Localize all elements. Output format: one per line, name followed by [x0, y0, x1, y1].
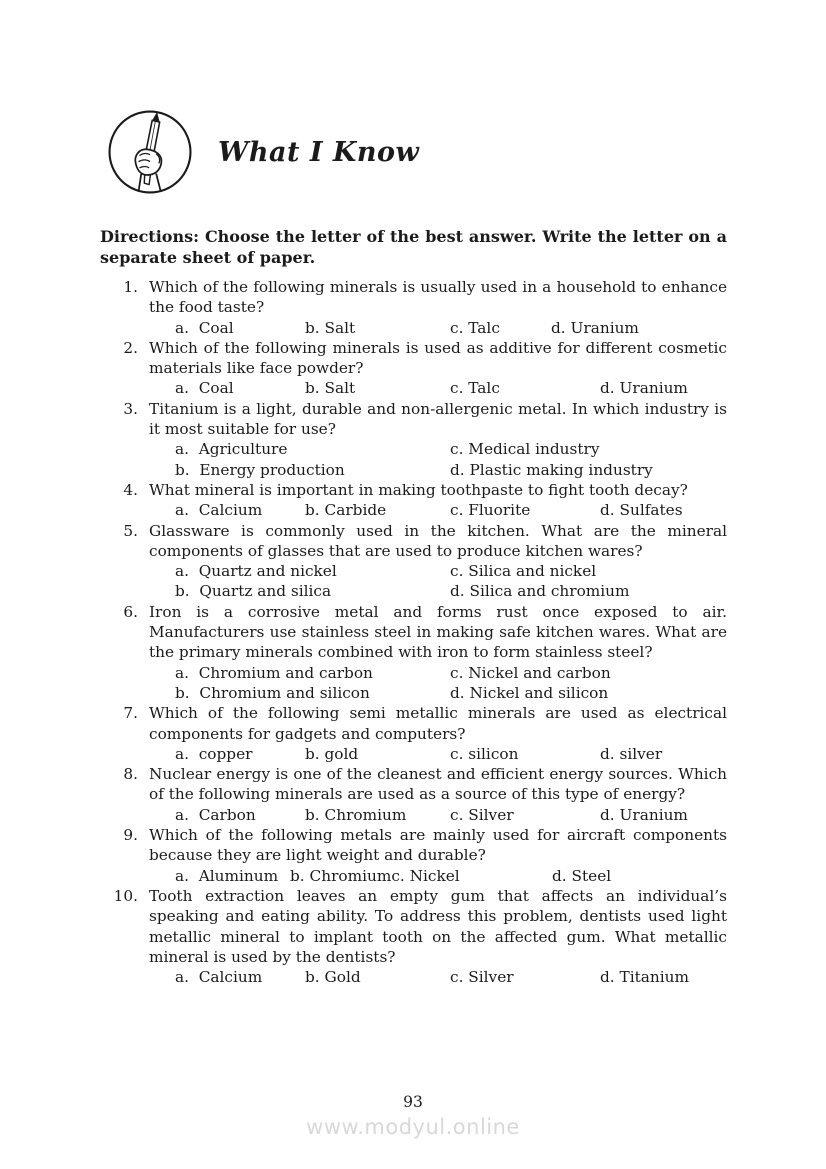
- question-number: 10.: [113, 886, 138, 905]
- option: b. Carbide: [305, 501, 387, 520]
- question-text: Tooth extraction leaves an empty gum that affects an individual’s speaking and eating ability. To address this problem, dentists used light metallic mineral to implant tooth on the affected gum. What metallic mineral is used by the dentists?: [149, 886, 727, 966]
- option: d. Uranium: [600, 379, 688, 398]
- question-number: 9.: [123, 826, 138, 845]
- watermark-text: www.modyul.online: [306, 1115, 520, 1139]
- question-options: [175, 967, 727, 987]
- question-number: 1.: [123, 278, 138, 296]
- option: b. Chromiumc. Nickel: [290, 866, 460, 885]
- option: b. Salt: [305, 318, 356, 337]
- option: d. Sulfates: [600, 501, 683, 520]
- question-text: Iron is a corrosive metal and forms rust once exposed to air. Manufacturers use stainless steel in making safe kitchen wares. What are the primary minerals combined with iron to form stainless steel?: [149, 602, 727, 662]
- option: d. Steel: [552, 866, 612, 885]
- question-number: 4.: [123, 480, 138, 499]
- question-item: [100, 277, 727, 338]
- option: d. silver: [600, 744, 663, 763]
- section-header: [106, 108, 727, 196]
- question-number: 3.: [123, 399, 138, 418]
- option: c. Fluorite: [450, 501, 531, 520]
- question-options: [175, 866, 727, 886]
- question-body: [149, 277, 727, 338]
- question-number: 5.: [123, 521, 138, 540]
- question-list: [100, 277, 727, 987]
- option: c. Medical industry: [450, 440, 600, 459]
- option: c. Talc: [450, 379, 500, 398]
- question-item: [100, 399, 727, 480]
- question-text: Which of the following minerals is usually used in a household to enhance the food taste?: [149, 278, 727, 317]
- question-item: [100, 602, 727, 703]
- question-options: [175, 500, 727, 520]
- question-text: Which of the following semi metallic minerals are used as electrical components for gadgets and computers?: [149, 704, 727, 743]
- option: a. Chromium and carbon: [175, 663, 373, 682]
- question-number: 8.: [123, 765, 138, 784]
- option: a. Carbon: [175, 805, 256, 824]
- question-body: [149, 602, 727, 703]
- question-body: [149, 703, 727, 764]
- option: a. Calcium: [175, 501, 263, 520]
- question-number: 6.: [123, 602, 138, 621]
- question-text: Glassware is commonly used in the kitchen. What are the mineral components of glasses that are used to produce kitchen wares?: [149, 521, 727, 560]
- question-number: 2.: [123, 338, 138, 357]
- question-options: [175, 805, 727, 825]
- question-options: [175, 663, 727, 704]
- question-text: Nuclear energy is one of the cleanest and efficient energy sources. Which of the following minerals are used as a source of this type of energy?: [149, 765, 727, 804]
- directions-text: Directions: Choose the letter of the best answer. Write the letter on a separate sheet of paper.: [100, 227, 727, 267]
- option: b. gold: [305, 744, 359, 763]
- option: c. Silica and nickel: [450, 562, 597, 581]
- option: c. silicon: [450, 744, 519, 763]
- question-options: [175, 561, 727, 602]
- question-body: [149, 825, 727, 886]
- option: a. Coal: [175, 318, 234, 337]
- option: b. Chromium and silicon: [175, 683, 370, 702]
- question-item: [100, 480, 727, 521]
- option: a. Coal: [175, 379, 234, 398]
- option: a. Agriculture: [175, 440, 288, 459]
- option: a. Aluminum: [175, 866, 279, 885]
- question-number: 7.: [123, 704, 138, 723]
- page-title: What I Know: [218, 136, 420, 168]
- option: b. Chromium: [305, 805, 407, 824]
- question-body: [149, 338, 727, 399]
- option: c. Silver: [450, 968, 514, 987]
- option: d. Silica and chromium: [450, 582, 630, 601]
- question-body: [149, 399, 727, 480]
- option: d. Uranium: [600, 805, 688, 824]
- option: b. Quartz and silica: [175, 582, 332, 601]
- option: b. Gold: [305, 968, 361, 987]
- option: d. Nickel and silicon: [450, 683, 609, 702]
- question-text: Titanium is a light, durable and non-allergenic metal. In which industry is it most suitable for use?: [149, 399, 727, 439]
- option: b. Salt: [305, 379, 356, 398]
- option: d. Plastic making industry: [450, 460, 653, 479]
- page-number: 93: [403, 1093, 423, 1111]
- question-text: Which of the following minerals is used as additive for different cosmetic materials like face powder?: [149, 338, 727, 378]
- question-body: [149, 764, 727, 825]
- option: b. Energy production: [175, 460, 345, 479]
- option: d. Uranium: [551, 318, 639, 337]
- question-options: [175, 744, 727, 764]
- question-item: [100, 521, 727, 602]
- question-body: [149, 480, 727, 521]
- question-item: [100, 886, 727, 987]
- question-options: [175, 378, 727, 398]
- question-text: Which of the following metals are mainly used for aircraft components because they are light weight and durable?: [149, 826, 727, 865]
- question-options: [175, 318, 727, 338]
- option: c. Nickel and carbon: [450, 663, 611, 682]
- question-options: [175, 439, 727, 480]
- question-body: [149, 521, 727, 602]
- option: c. Silver: [450, 805, 514, 824]
- question-item: [100, 825, 727, 886]
- hand-holding-pencil-icon: [106, 108, 194, 196]
- question-item: [100, 338, 727, 399]
- question-text: What mineral is important in making toothpaste to fight tooth decay?: [149, 480, 688, 499]
- option: a. copper: [175, 744, 253, 763]
- option: a. Quartz and nickel: [175, 562, 337, 581]
- option: a. Calcium: [175, 968, 263, 987]
- question-body: [149, 886, 727, 987]
- question-item: [100, 764, 727, 825]
- question-item: [100, 703, 727, 764]
- option: d. Titanium: [600, 968, 689, 987]
- option: c. Talc: [450, 318, 500, 337]
